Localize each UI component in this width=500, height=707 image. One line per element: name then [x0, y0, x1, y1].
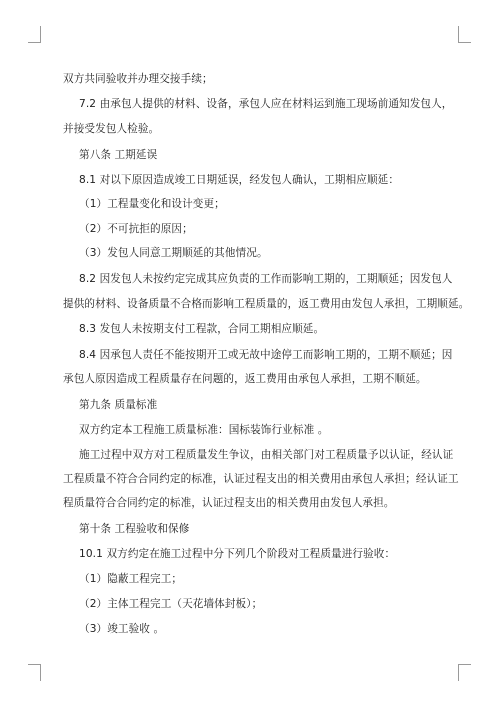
text-line: 7.2 由承包人提供的材料、设备，承包人应在材料运到施工现场前通知发包人， — [79, 98, 453, 110]
text-line: 提供的材料、设备质量不合格而影响工程质量的，返工费用由发包人承担，工期顺延。 — [63, 298, 470, 310]
text-line: 双方共同验收并办理交接手续； — [63, 73, 213, 85]
text-line: 8.3 发包人未按期支付工程款，合同工期相应顺延。 — [79, 323, 325, 335]
section-heading: 第九条 质量标准 — [79, 399, 158, 411]
text-line: 施工过程中双方对工程质量发生争议，由相关部门对工程质量予以认证，经认证 — [79, 449, 454, 461]
section-heading: 第八条 工期延误 — [79, 149, 158, 161]
crop-mark-top-left — [28, 26, 41, 43]
text-line: 8.1 对以下原因造成竣工日期延误，经发包人确认，工期相应顺延： — [79, 174, 400, 186]
list-item: （2）主体工程完工（天花墙体封板）； — [79, 598, 263, 610]
list-item: （1）隐蔽工程完工； — [79, 573, 183, 585]
list-item: （2）不可抗拒的原因； — [79, 223, 193, 235]
list-item: （3）竣工验收 。 — [79, 623, 165, 635]
text-line: 10.1 双方约定在施工过程中分下列几个阶段对工程质量进行验收： — [79, 548, 396, 560]
text-line: 双方约定本工程施工质量标准：国标装饰行业标准 。 — [79, 424, 329, 436]
text-line: 承包人原因造成工程质量存在问题的，返工费用由承包人承担，工期不顺延。 — [63, 373, 427, 385]
crop-mark-bottom-right — [458, 664, 471, 681]
crop-mark-bottom-left — [28, 664, 41, 681]
text-line: 8.4 因承包人责任不能按期开工或无故中途停工而影响工期的，工期不顺延；因 — [79, 349, 453, 361]
list-item: （3）发包人同意工期顺延的其他情况。 — [79, 247, 268, 259]
crop-mark-top-right — [458, 26, 471, 43]
text-line: 并接受发包人检验。 — [63, 123, 160, 135]
text-line: 8.2 因发包人未按约定完成其应负责的工作而影响工期的，工期顺延；因发包人 — [79, 273, 453, 285]
section-heading: 第十条 工程验收和保修 — [79, 523, 190, 535]
text-line: 工程质量不符合合同约定的标准，认证过程支出的相关费用由承包人承担；经认证工 — [63, 473, 459, 485]
list-item: （1）工程量变化和设计变更； — [79, 198, 225, 210]
text-line: 程质量符合合同约定的标准，认证过程支出的相关费用由发包人承担。 — [63, 497, 395, 509]
